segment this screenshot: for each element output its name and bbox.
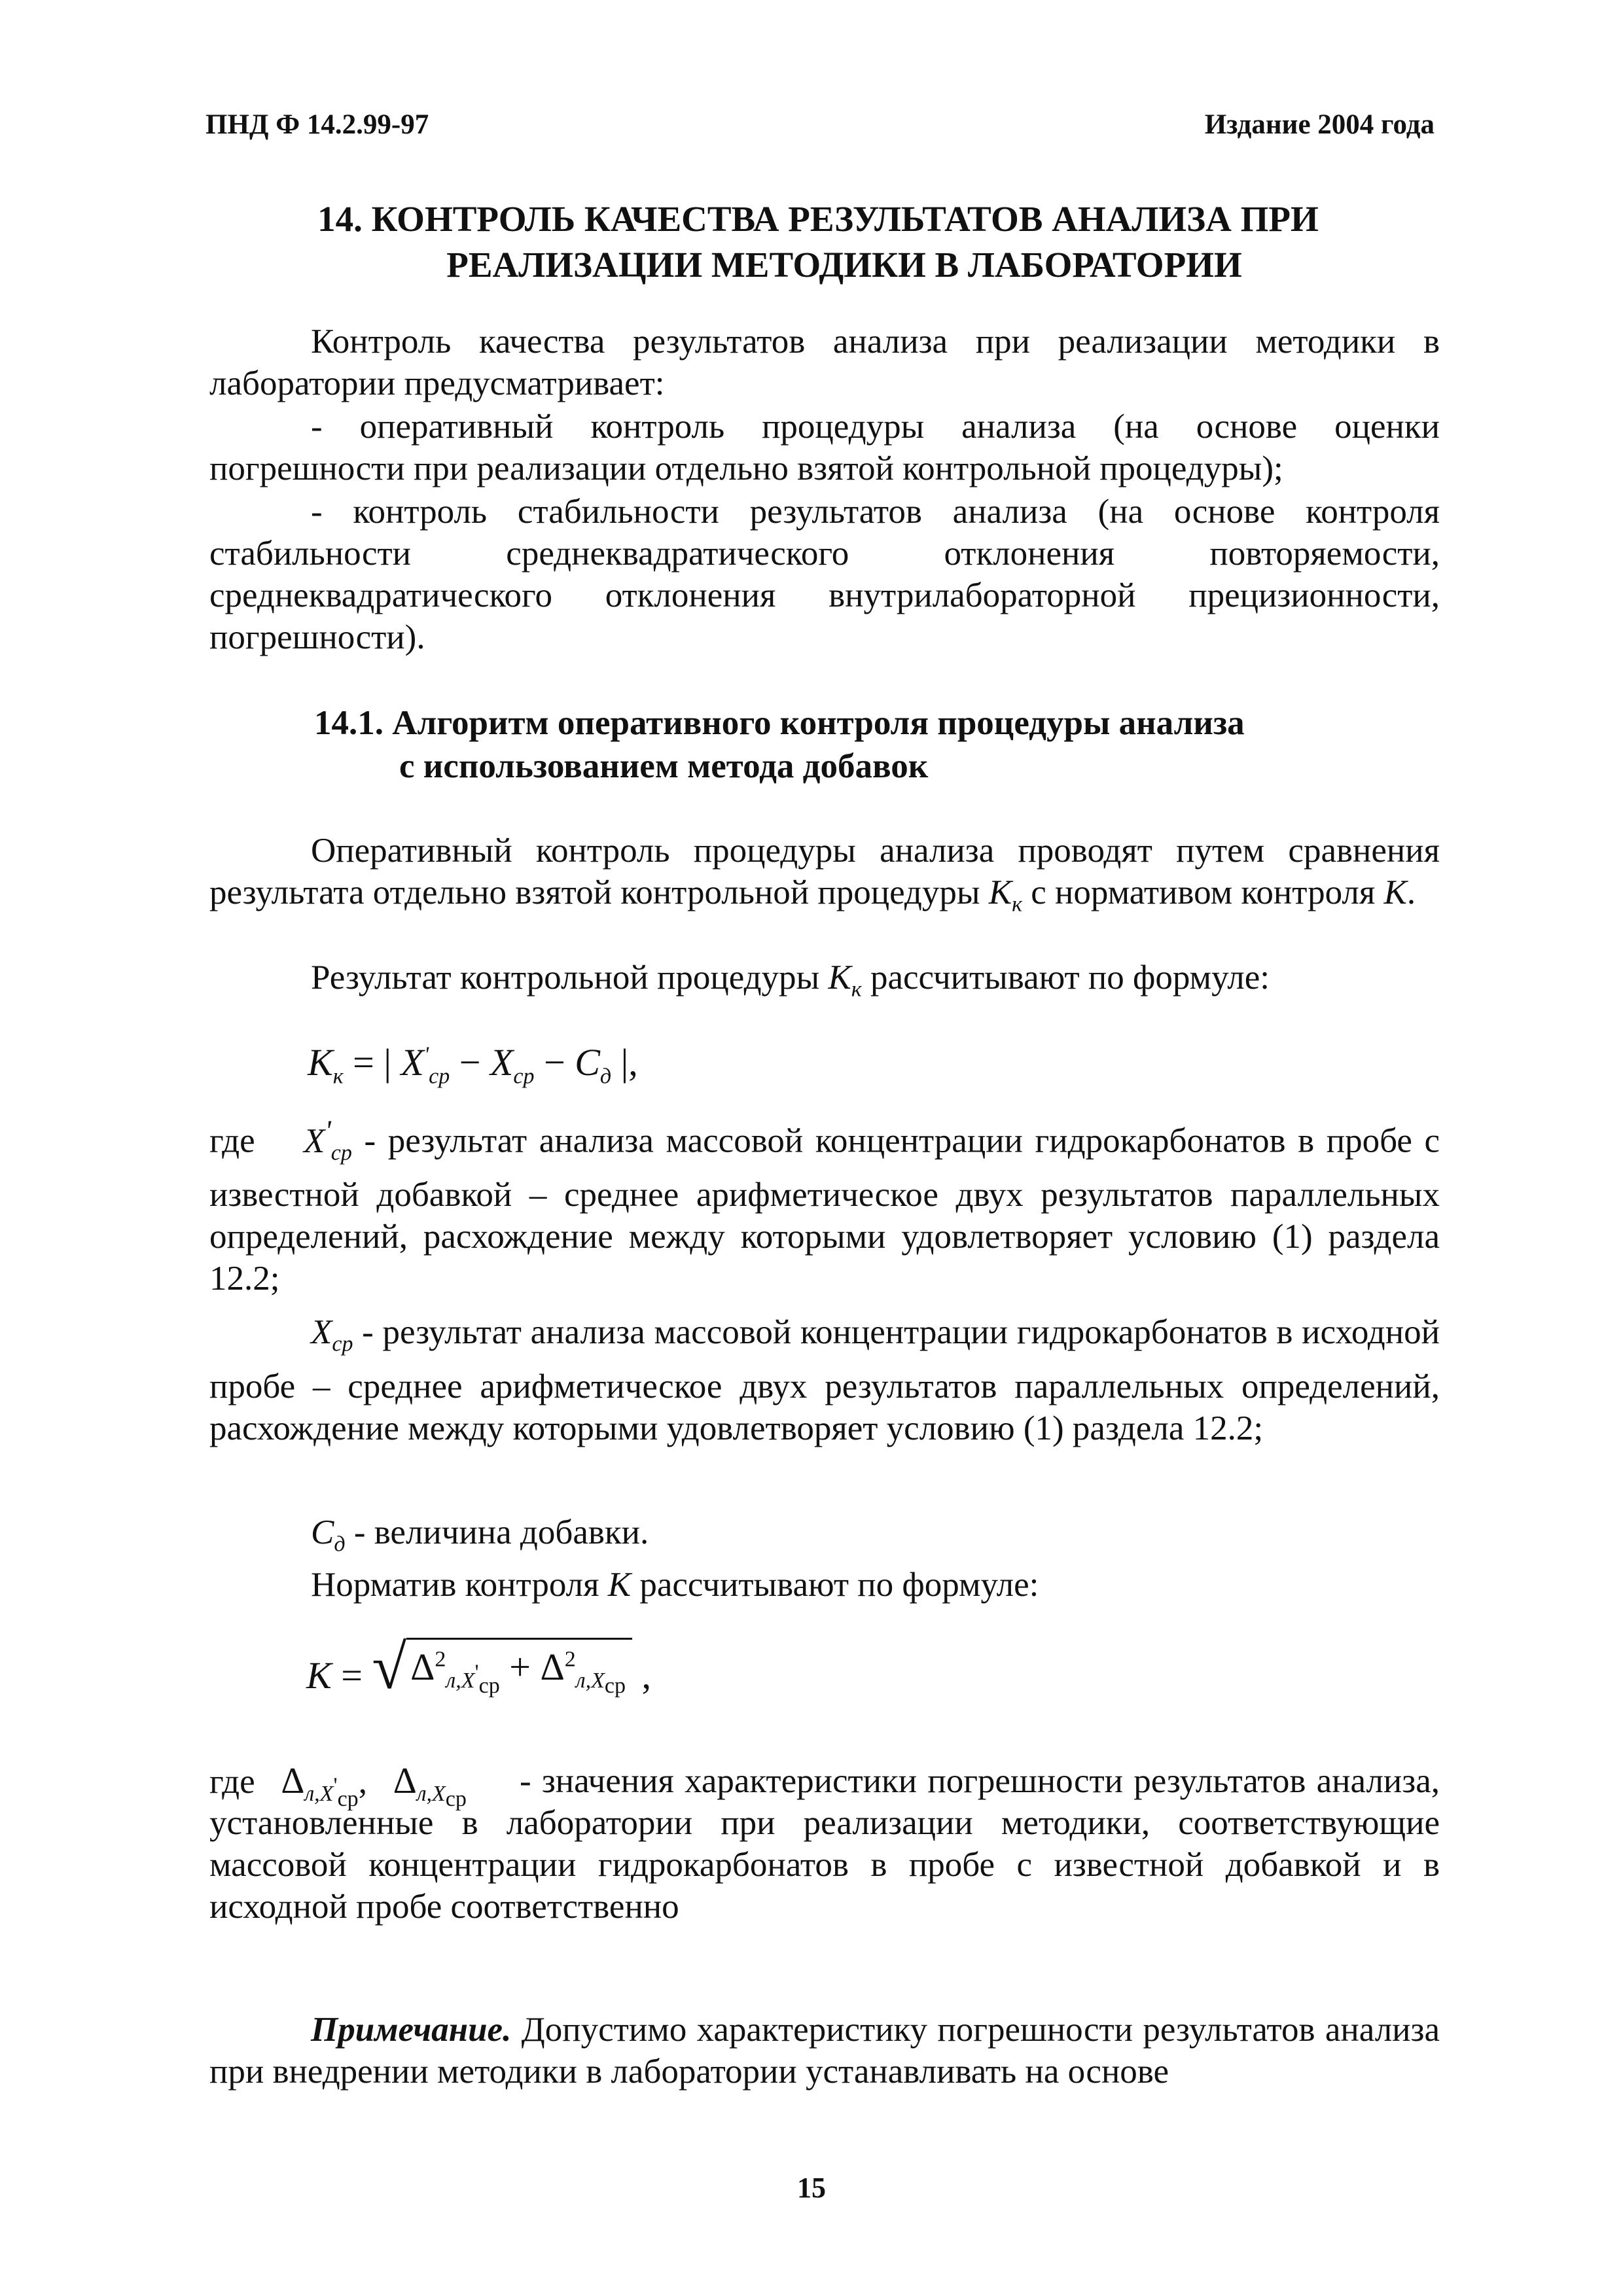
- symbol-x-prime: $X'_{ср}$: [303, 1114, 352, 1165]
- paragraph-norm-text-a: Норматив контроля: [311, 1566, 599, 1604]
- paragraph-control-result: [209, 957, 1440, 1011]
- section-title: [196, 196, 1440, 288]
- formula-norm: K = √ $\Delta^2_{л,X'_{ср}} + \Delta^2_{л,X_{ср}}$ ,: [306, 1632, 651, 1702]
- document-code: ПНД Ф 14.2.99-97: [205, 109, 429, 140]
- note-text: Допустимо характеристику погрешности результатов анализа при внедрении методики в лаборатории устанавливать на основе: [209, 2011, 1440, 2091]
- symbol-delta-x-prime: $\Delta_{л,X'_{ср}}$: [281, 1761, 359, 1811]
- symbol-delta-x: $\Delta_{л,X_{ср}}$: [393, 1761, 467, 1811]
- section-title-line-1: 14. КОНТРОЛЬ КАЧЕСТВА РЕЗУЛЬТАТОВ АНАЛИЗА ПРИ: [317, 199, 1319, 239]
- definition-deltas-body: - значения характеристики погрешности результатов анализа, установленные в лаборатории при реализации методики, соответствующие массовой концентрации гидрокарбонатов в пробе с известной добавкой и в исходной пробе соответственно: [209, 1762, 1440, 1926]
- note-label: Примечание.: [311, 2011, 512, 2049]
- paragraph-control-result-text-a: Результат контрольной процедуры: [311, 959, 820, 997]
- where-label-1: где: [209, 1122, 255, 1160]
- where-label-2: где: [209, 1763, 255, 1801]
- symbol-k-inline: $K_к$: [988, 874, 1022, 917]
- subsection-title-line-1: 14.1. Алгоритм оперативного контроля процедуры анализа: [314, 704, 1245, 742]
- paragraph-operative-control-text-a: Оперативный контроль процедуры анализа проводят путем сравнения результата отдельно взятой контрольной процедуры: [209, 832, 1440, 911]
- definition-c-text: - величина добавки.: [353, 1513, 649, 1551]
- symbol-c: $C_д$: [311, 1513, 346, 1557]
- formula-control-procedure: $K_к$ = | $X'_{ср} - X_{ср} - C_д$ |,: [308, 1041, 638, 1089]
- subsection-title-line-2: с использованием метода добавок: [399, 747, 929, 785]
- definition-deltas-text: [209, 1760, 1440, 1928]
- paragraph-control-result-text-b: рассчитывают по формуле:: [870, 959, 1270, 997]
- section-item-1: - оперативный контроль процедуры анализа (на основе оценки погрешности при реализации отдельно взятой контрольной процедуры);: [209, 408, 1440, 487]
- page-number: 15: [797, 2172, 826, 2204]
- definition-x: [209, 1311, 1440, 1449]
- paragraph-norm-text-b: рассчитывают по формуле:: [639, 1566, 1039, 1604]
- symbol-x: $X_{ср}$: [311, 1313, 353, 1356]
- sqrt-radicand: $\Delta^2_{л,X'_{ср}} + \Delta^2_{л,X_{ср}}$: [406, 1638, 632, 1699]
- subsection-title: [314, 701, 1427, 788]
- definition-c: [209, 1511, 1440, 1566]
- definition-x-prime: [209, 1110, 1440, 1299]
- paragraph-norm: [209, 1564, 1440, 1606]
- symbol-norm-k-inline: K: [1383, 874, 1407, 911]
- edition-year: Издание 2004 года: [1204, 109, 1435, 140]
- sqrt-expression: [372, 1632, 632, 1702]
- section-item-2: - контроль стабильности результатов анализа (на основе контроля стабильности среднеквадратического отклонения повторяемости, среднеквадратического отклонения внутрилабораторной прецизионности, погрешности).: [209, 493, 1440, 656]
- section-intro: Контроль качества результатов анализа при реализации методики в лаборатории предусматривает:: [209, 323, 1440, 402]
- symbol-norm-k: K: [607, 1566, 632, 1604]
- paragraph-operative-control: Оперативный контроль процедуры анализа проводят путем сравнения результата отдельно взятой контрольной процедуры $K_к$ с нормативом контроля K.: [209, 832, 1440, 917]
- paragraph-operative-control-text-b: с нормативом контроля: [1031, 874, 1376, 911]
- definition-x-prime-text: - результат анализа массовой концентрации гидрокарбонатов в пробе с известной добавкой – среднее арифметическое двух результатов параллельных определений, расхождение между которыми удовлетворяет условию (1) раздела 12.2;: [209, 1122, 1440, 1298]
- symbol-k-inline-2: $K_к$: [828, 959, 862, 1002]
- definition-x-text: - результат анализа массовой концентрации гидрокарбонатов в исходной пробе – среднее арифметическое двух результатов параллельных определений, расхождение между которыми удовлетворяет условию (1) раздела 12.2;: [209, 1313, 1440, 1447]
- sqrt-sign: √: [372, 1632, 407, 1702]
- note-paragraph: [209, 2009, 1440, 2093]
- definition-deltas-line: где $\Delta_{л,X'_{ср}}$, $\Delta_{л,X_{ср}}$: [209, 1761, 467, 1811]
- section-title-line-2: РЕАЛИЗАЦИИ МЕТОДИКИ В ЛАБОРАТОРИИ: [446, 245, 1242, 285]
